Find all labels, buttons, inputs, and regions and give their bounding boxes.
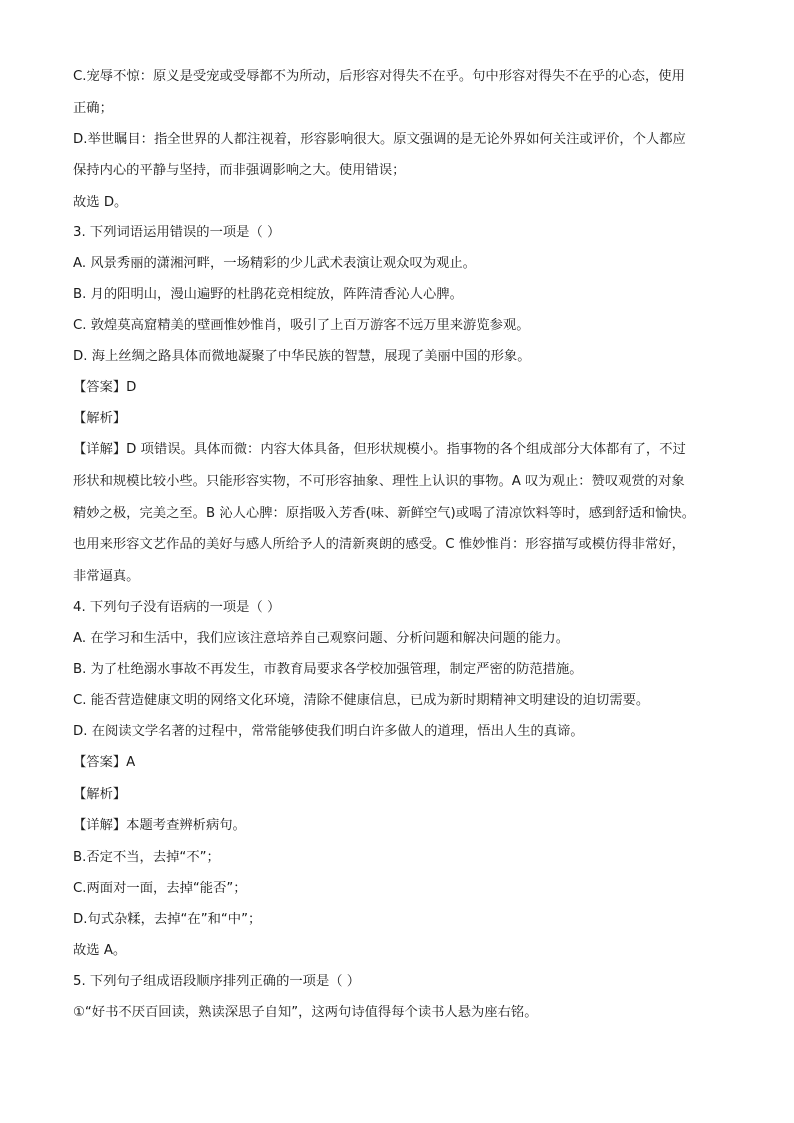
text-line: ①“好书不厌百回读，熟读深思子自知”，这两句诗值得每个读书人悬为座右铭。: [73, 1005, 538, 1020]
option-b: B. 月的阳明山，漫山遍野的杜鹃花竞相绽放，阵阵清香沁人心脾。: [73, 287, 463, 302]
text-line: 【详解】D 项错误。具体而微：内容大体具备，但形状规模小。指事物的各个组成部分大体都有了，不过: [73, 442, 686, 457]
option-d: D. 在阅读文学名著的过程中，常常能够使我们明白许多做人的道理，悟出人生的真谛。: [73, 724, 584, 739]
option-c: C. 能否营造健康文明的网络文化环境，清除不健康信息，已成为新时期精神文明建设的迫切需要。: [73, 693, 650, 708]
text-line: D.举世瞩目：指全世界的人都注视着，形容影响很大。原文强调的是无论外界如何关注或评价，个人都应: [73, 132, 686, 147]
text-line: 故选 D。: [73, 195, 128, 210]
analysis-label: 【解析】: [73, 411, 127, 426]
analysis-label: 【解析】: [73, 787, 127, 802]
option-a: A. 风景秀丽的潇湘河畔，一场精彩的少儿武术表演让观众叹为观止。: [73, 256, 476, 271]
answer-label: 【答案】D: [73, 380, 137, 395]
option-d: D. 海上丝绸之路具体而微地凝聚了中华民族的智慧，展现了美丽中国的形象。: [73, 349, 531, 364]
option-a: A. 在学习和生活中，我们应该注意培养自己观察问题、分析问题和解决问题的能力。: [73, 631, 570, 646]
text-line: 故选 A。: [73, 943, 127, 958]
text-line: B.否定不当，去掉“不”；: [73, 850, 220, 865]
text-line: 精妙之极，完美之至。B 沁人心脾：原指吸入芳香(味、新鲜空气)或喝了清凉饮料等时，感到舒适和愉快。: [73, 506, 696, 521]
text-line: 正确；: [73, 101, 113, 116]
answer-label: 【答案】A: [73, 755, 136, 770]
question-3: 3. 下列词语运用错误的一项是（ ）: [73, 225, 281, 240]
text-line: 也用来形容文艺作品的美好与感人所给予人的清新爽朗的感受。C 惟妙惟肖：形容描写或模仿得非常好，: [73, 537, 685, 552]
question-5: 5. 下列句子组成语段顺序排列正确的一项是（ ）: [73, 974, 361, 989]
text-line: 非常逼真。: [73, 569, 140, 584]
text-line: C.两面对一面，去掉“能否”；: [73, 881, 247, 896]
text-line: 【详解】本题考查辨析病句。: [73, 818, 246, 833]
text-line: 保持内心的平静与坚持，而非强调影响之大。使用错误；: [73, 163, 406, 178]
text-line: D.句式杂糅，去掉“在”和“中”；: [73, 912, 262, 927]
question-4: 4. 下列句子没有语病的一项是（ ）: [73, 600, 281, 615]
text-line: C.宠辱不惊：原义是受宠或受辱都不为所动，后形容对得失不在乎。句中形容对得失不在乎的心态，使用: [73, 69, 685, 84]
option-c: C. 敦煌莫高窟精美的壁画惟妙惟肖，吸引了上百万游客不远万里来游览参观。: [73, 318, 530, 333]
option-b: B. 为了杜绝溺水事故不再发生，市教育局要求各学校加强管理，制定严密的防范措施。: [73, 662, 583, 677]
text-line: 形状和规模比较小些。只能形容实物，不可形容抽象、理性上认识的事物。A 叹为观止：赞叹观赏的对象: [73, 474, 685, 489]
